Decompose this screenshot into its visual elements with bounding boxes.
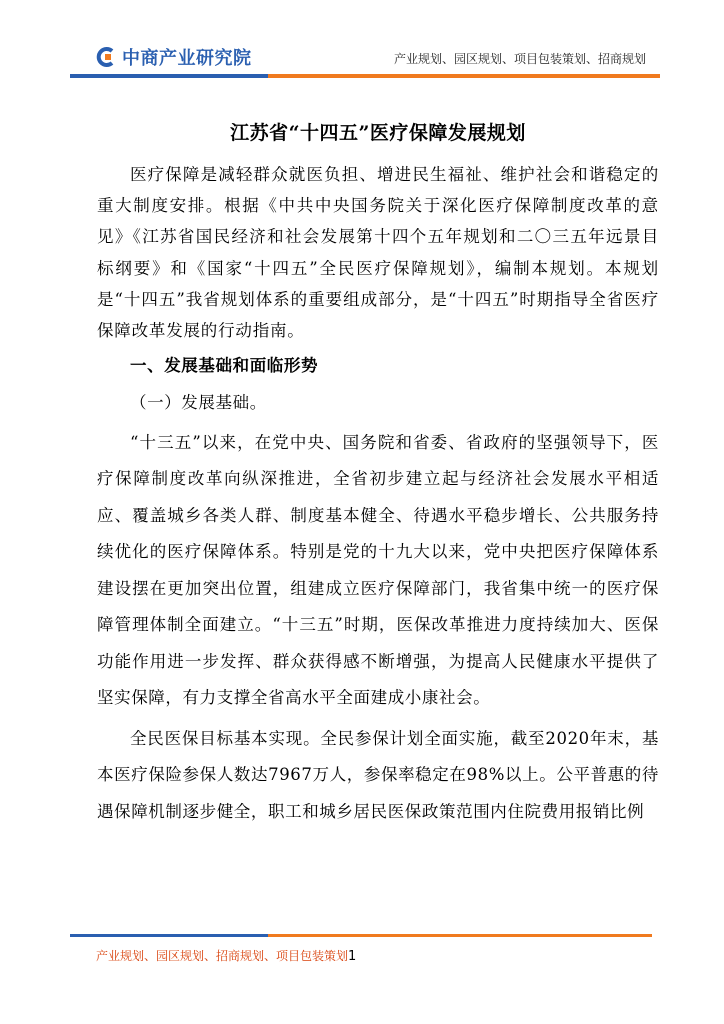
- footer-divider-blue: [70, 934, 268, 937]
- document-title: 江苏省“十四五”医疗保障发展规划: [230, 122, 526, 144]
- company-logo: [96, 44, 252, 70]
- footer-tagline: 产业规划、园区规划、招商规划、项目包装策划: [96, 949, 349, 963]
- footer-divider-orange: [268, 934, 652, 937]
- intro-paragraph: 医疗保障是减轻群众就医负担、增进民生福祉、维护社会和谐稳定的重大制度安排。根据《中共中央国务院关于深化医疗保障制度改革的意见》《江苏省国民经济和社会发展第十四个五年规划和二〇三五年远景目标纲要》和《国家“十四五”全民医疗保障规划》，编制本规划。本规划是“十四五”我省规划体系的重要组成部分，是“十四五”时期指导全省医疗保障改革发展的行动指南。: [97, 165, 659, 341]
- header-divider-blue: [70, 74, 268, 78]
- achievements-paragraph: “十三五”以来，在党中央、国务院和省委、省政府的坚强领导下，医疗保障制度改革向纵深推进，全省初步建立起与经济社会发展水平相适应、覆盖城乡各类人群、制度基本健全、待遇水平稳步增长、公共服务持续优化的医疗保障体系。特别是党的十九大以来，党中央把医疗保障体系建设摆在更加突出位置，组建成立医疗保障部门，我省集中统一的医疗保障管理体制全面建立。“十三五”时期，医保改革推进力度持续加大、医保功能作用进一步发挥、群众获得感不断增强，为提高人民健康水平提供了坚实保障，有力支撑全省高水平全面建成小康社会。: [97, 432, 659, 708]
- document-body: [97, 118, 659, 830]
- page-number: 1: [348, 949, 357, 964]
- page-footer: [96, 947, 356, 964]
- logo-text: 中商产业研究院: [122, 48, 252, 69]
- page-header: [0, 0, 724, 90]
- header-divider-orange: [268, 74, 660, 78]
- subsection-heading: （一）发展基础。: [130, 393, 267, 413]
- logo-c-icon: [96, 46, 118, 68]
- coverage-paragraph: 全民医保目标基本实现。全民参保计划全面实施，截至2020年末，基本医疗保险参保人数达7967万人，参保率稳定在98%以上。公平普惠的待遇保障机制逐步健全，职工和城乡居民医保政策范围内住院费用报销比例: [97, 728, 659, 821]
- section-heading: 一、发展基础和面临形势: [130, 356, 319, 376]
- header-tagline: 产业规划、园区规划、项目包装策划、招商规划: [393, 52, 646, 66]
